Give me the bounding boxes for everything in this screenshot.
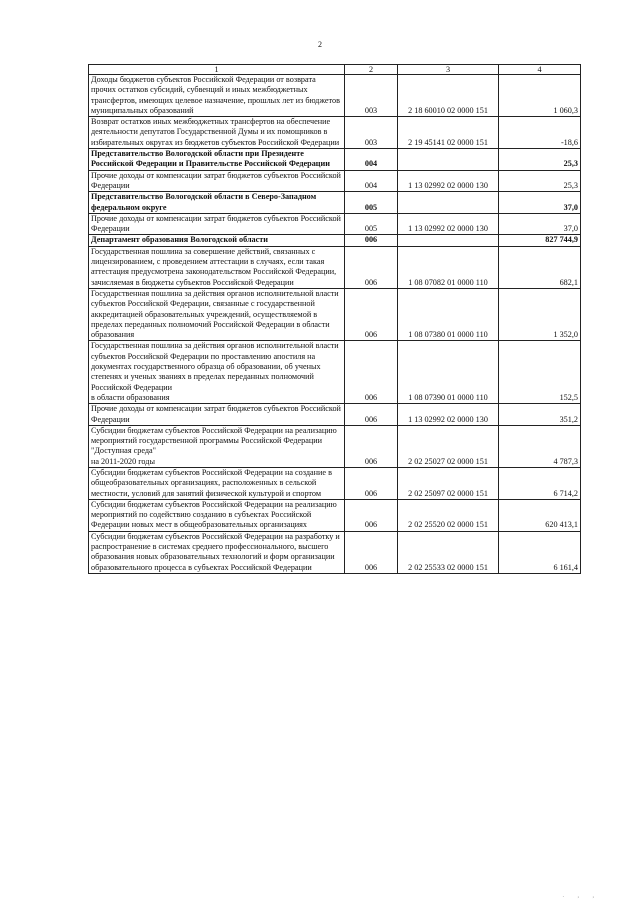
row-revenue-code-cell (398, 149, 499, 171)
row-name-cell: Департамент образования Вологодской области (89, 235, 345, 246)
row-revenue-code-cell: 2 02 25533 02 0000 151 (398, 531, 499, 573)
row-name-cell: Субсидии бюджетам субъектов Российской Федерации на реализацию мероприятий по содействию созданию в субъектах Российской Федерации новых мест в общеобразовательных организациях (89, 499, 345, 531)
table-row (89, 467, 581, 499)
table-row (89, 117, 581, 149)
row-sum-cell: 351,2 (499, 404, 581, 426)
row-sum-cell: -18,6 (499, 117, 581, 149)
row-name-cell: Прочие доходы от компенсации затрат бюджетов субъектов Российской Федерации (89, 170, 345, 192)
row-admin-code-cell: 003 (345, 75, 398, 117)
row-name-cell: Доходы бюджетов субъектов Российской Федерации от возврата прочих остатков субсидий, субвенций и иных межбюджетных трансфертов, имеющих целевое назначение, прошлых лет из бюджетов муниципальных образований (89, 75, 345, 117)
header-col-2: 2 (345, 65, 398, 75)
row-sum-cell: 827 744,9 (499, 235, 581, 246)
row-name-cell: Прочие доходы от компенсации затрат бюджетов субъектов Российской Федерации (89, 404, 345, 426)
row-name-cell: Субсидии бюджетам субъектов Российской Федерации на создание в общеобразовательных организациях, расположенных в сельской местности, условий для занятий физической культурой и спортом (89, 467, 345, 499)
row-name-cell: Прочие доходы от компенсации затрат бюджетов субъектов Российской Федерации (89, 213, 345, 235)
table-row (89, 341, 581, 404)
header-col-1: 1 (89, 65, 345, 75)
table-row (89, 192, 581, 214)
table-row (89, 149, 581, 171)
row-revenue-code-cell: 2 02 25097 02 0000 151 (398, 467, 499, 499)
row-admin-code-cell: 006 (345, 425, 398, 467)
budget-revenue-table (88, 64, 581, 574)
row-sum-cell: 1 060,3 (499, 75, 581, 117)
table-row (89, 404, 581, 426)
row-revenue-code-cell: 1 13 02992 02 0000 130 (398, 404, 499, 426)
table-row (89, 425, 581, 467)
row-revenue-code-cell (398, 235, 499, 246)
row-name-cell: Государственная пошлина за действия органов исполнительной власти субъектов Российской Федерации, связанные с государственной аккредитацией образовательных учреждений, осуществляемой в пределах переданных полномочий Российской Федерации в области образования (89, 288, 345, 340)
row-revenue-code-cell: 2 02 25520 02 0000 151 (398, 499, 499, 531)
row-admin-code-cell: 003 (345, 117, 398, 149)
page-number: 2 (318, 40, 322, 49)
row-sum-cell: 1 352,0 (499, 288, 581, 340)
row-sum-cell: 37,0 (499, 192, 581, 214)
row-revenue-code-cell: 2 18 60010 02 0000 151 (398, 75, 499, 117)
table-row (89, 246, 581, 288)
row-admin-code-cell: 006 (345, 404, 398, 426)
table-row (89, 170, 581, 192)
row-sum-cell: 4 787,3 (499, 425, 581, 467)
row-admin-code-cell: 006 (345, 235, 398, 246)
row-revenue-code-cell: 1 13 02992 02 0000 130 (398, 213, 499, 235)
row-sum-cell: 25,3 (499, 149, 581, 171)
row-name-cell: Представительство Вологодской области в Северо-Западном федеральном округе (89, 192, 345, 214)
corner-marks: . , , (562, 893, 600, 899)
row-admin-code-cell: 005 (345, 213, 398, 235)
table-header-row (89, 65, 581, 75)
row-name-cell: Возврат остатков иных межбюджетных трансфертов на обеспечение деятельности депутатов Государственной Думы и их помощников в избирательных округах из бюджетов субъектов Российской Федерации (89, 117, 345, 149)
row-admin-code-cell: 006 (345, 246, 398, 288)
row-admin-code-cell: 005 (345, 192, 398, 214)
header-col-3: 3 (398, 65, 499, 75)
table-row (89, 531, 581, 573)
row-revenue-code-cell: 2 02 25027 02 0000 151 (398, 425, 499, 467)
row-revenue-code-cell: 2 19 45141 02 0000 151 (398, 117, 499, 149)
row-sum-cell: 6 714,2 (499, 467, 581, 499)
header-col-4: 4 (499, 65, 581, 75)
row-admin-code-cell: 006 (345, 288, 398, 340)
row-sum-cell: 37,0 (499, 213, 581, 235)
table-body (89, 75, 581, 574)
row-sum-cell: 152,5 (499, 341, 581, 404)
row-name-cell: Субсидии бюджетам субъектов Российской Федерации на разработку и распространение в системах среднего профессионального, высшего образования новых образовательных технологий и форм организации образовательного процесса в субъектах Российской Федерации (89, 531, 345, 573)
row-admin-code-cell: 004 (345, 149, 398, 171)
row-admin-code-cell: 006 (345, 467, 398, 499)
table-row (89, 75, 581, 117)
row-admin-code-cell: 006 (345, 341, 398, 404)
table-row (89, 288, 581, 340)
row-sum-cell: 6 161,4 (499, 531, 581, 573)
row-admin-code-cell: 004 (345, 170, 398, 192)
table-row (89, 213, 581, 235)
row-revenue-code-cell: 1 08 07390 01 0000 110 (398, 341, 499, 404)
row-admin-code-cell: 006 (345, 531, 398, 573)
row-revenue-code-cell: 1 08 07380 01 0000 110 (398, 288, 499, 340)
row-sum-cell: 25,3 (499, 170, 581, 192)
row-admin-code-cell: 006 (345, 499, 398, 531)
row-revenue-code-cell (398, 192, 499, 214)
row-revenue-code-cell: 1 13 02992 02 0000 130 (398, 170, 499, 192)
row-revenue-code-cell: 1 08 07082 01 0000 110 (398, 246, 499, 288)
row-name-cell: Субсидии бюджетам субъектов Российской Федерации на реализацию мероприятий государственной программы Российской Федерации "Доступная среда" на 2011-2020 годы (89, 425, 345, 467)
row-sum-cell: 620 413,1 (499, 499, 581, 531)
row-name-cell: Государственная пошлина за совершение действий, связанных с лицензированием, с проведением аттестации в случаях, если такая аттестация предусмотрена законодательством Российской Федерации, зачисляемая в бюджеты субъектов Российской Федерации (89, 246, 345, 288)
row-name-cell: Представительство Вологодской области при Президенте Российской Федерации и Правительстве Российской Федерации (89, 149, 345, 171)
row-name-cell: Государственная пошлина за действия органов исполнительной власти субъектов Российской Федерации по проставлению апостиля на документах государственного образца об образовании, об ученых степенях и ученых званиях в пределах переданных полномочий Российской Федерации в области образования (89, 341, 345, 404)
table-row (89, 235, 581, 246)
row-sum-cell: 682,1 (499, 246, 581, 288)
table-row (89, 499, 581, 531)
